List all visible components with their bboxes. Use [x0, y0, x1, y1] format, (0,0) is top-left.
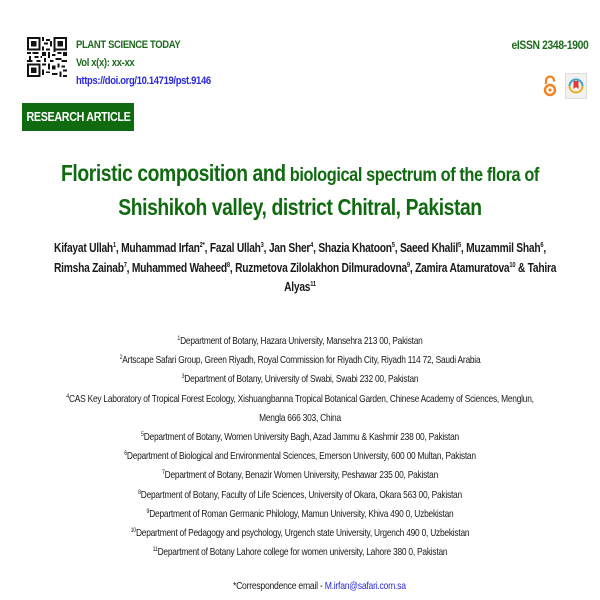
- title-line-2: Shishikoh valley, district Chitral, Pakistan: [118, 194, 482, 220]
- journal-name: PLANT SCIENCE TODAY: [76, 39, 181, 51]
- affiliation-10: $^{10}$Department of Pedagogy and psychology, Urgench state University, Urgench 490 0, Uzbekistan: [130, 527, 470, 540]
- author: Saeed Khalil$^5$,: [399, 241, 467, 255]
- qr-code-icon: [27, 37, 67, 77]
- title-line-1-bold: Floristic composition and: [61, 160, 286, 186]
- correspondence: [0, 580, 600, 592]
- article-title: [0, 158, 600, 222]
- affiliation-6: $^6$Department of Biological and Environmental Sciences, Emerson University, 600 00 Multan, Pakistan: [124, 450, 476, 463]
- author: Muhammed Waheed$^8$,: [131, 260, 236, 275]
- author-line-1: [54, 239, 546, 259]
- author: Shazia Khatoon$^5$,: [318, 241, 400, 255]
- author: Jan Sher$^4$,: [268, 241, 319, 255]
- eissn-label: eISSN 2348-1900: [511, 38, 588, 52]
- author: Kifayat Ullah$^1$,: [54, 241, 122, 255]
- affiliation-4-continued: Mengla 666 303, China: [259, 411, 341, 424]
- affiliation-5: $^5$Department of Botany, Women University Bagh, Azad Jammu & Kashmir 238 00, Pakistan: [141, 431, 459, 444]
- affiliation-1: $^1$Department of Botany, Hazara University, Mansehra 213 00, Pakistan: [177, 335, 423, 347]
- affiliation-11: $^{11}$Department of Botany Lahore college for women university, Lahore 380 0, Pakistan: [152, 546, 448, 559]
- author: Ruzmetova Zilolakhon Dilmuradovna$^9$,: [235, 260, 416, 275]
- author-line-2: [54, 259, 557, 279]
- affiliation-2: $^2$Artscape Safari Group, Green Riyadh, Royal Commission for Riyadh City, Riyadh 114 72, Saudi Arabia: [119, 354, 481, 367]
- author: Rimsha Zainab$^7$,: [54, 260, 132, 275]
- author-list: [0, 239, 600, 298]
- article-type-badge: [22, 103, 134, 131]
- affiliation-9: $^9$Department of Roman Germanic Philology, Mamun University, Khiva 490 0, Uzbekistan: [146, 507, 454, 520]
- author: Zamira Atamuratova$^{10}$ & Tahira: [415, 260, 557, 275]
- article-type-label: RESEARCH ARTICLE: [26, 110, 131, 124]
- author: Muzammil Shah$^6$,: [466, 241, 546, 255]
- author: Fazal Ullah$^3$,: [209, 241, 269, 255]
- author: Muhammad Irfan$^{2*}$,: [121, 241, 210, 255]
- author-line-3: [54, 278, 546, 298]
- crossmark-icon[interactable]: [565, 73, 587, 99]
- title-line-1-rest: biological spectrum of the flora of: [285, 164, 539, 186]
- affiliation-list: [0, 332, 600, 562]
- affiliation-4: $^4$CAS Key Laboratory of Tropical Forest Ecology, Xishuangbanna Tropical Botanical Garden, Chinese Academy of Sciences, Menglun,: [66, 392, 534, 405]
- author: Alyas$^{11}$: [284, 280, 316, 294]
- doi-link[interactable]: https://doi.org/10.14719/pst.9146: [76, 75, 211, 87]
- affiliation-7: $^7$Department of Botany, Benazir Women University, Peshawar 235 00, Pakistan: [161, 469, 439, 482]
- open-access-icon[interactable]: [543, 75, 557, 97]
- journal-volume: Vol x(x): xx-xx: [76, 57, 135, 69]
- correspondence-email-link[interactable]: M.irfan@safari.com.sa: [324, 580, 406, 592]
- affiliation-3: $^3$Department of Botany, University of Swabi, Swabi 232 00, Pakistan: [181, 373, 419, 386]
- title-line-1: [48, 158, 552, 192]
- correspondence-label: *Correspondence email -: [232, 580, 325, 592]
- journal-info: [76, 36, 233, 90]
- affiliation-8: $^8$Department of Botany, Faculty of Life Sciences, University of Okara, Okara 563 00, Pakistan: [138, 488, 462, 501]
